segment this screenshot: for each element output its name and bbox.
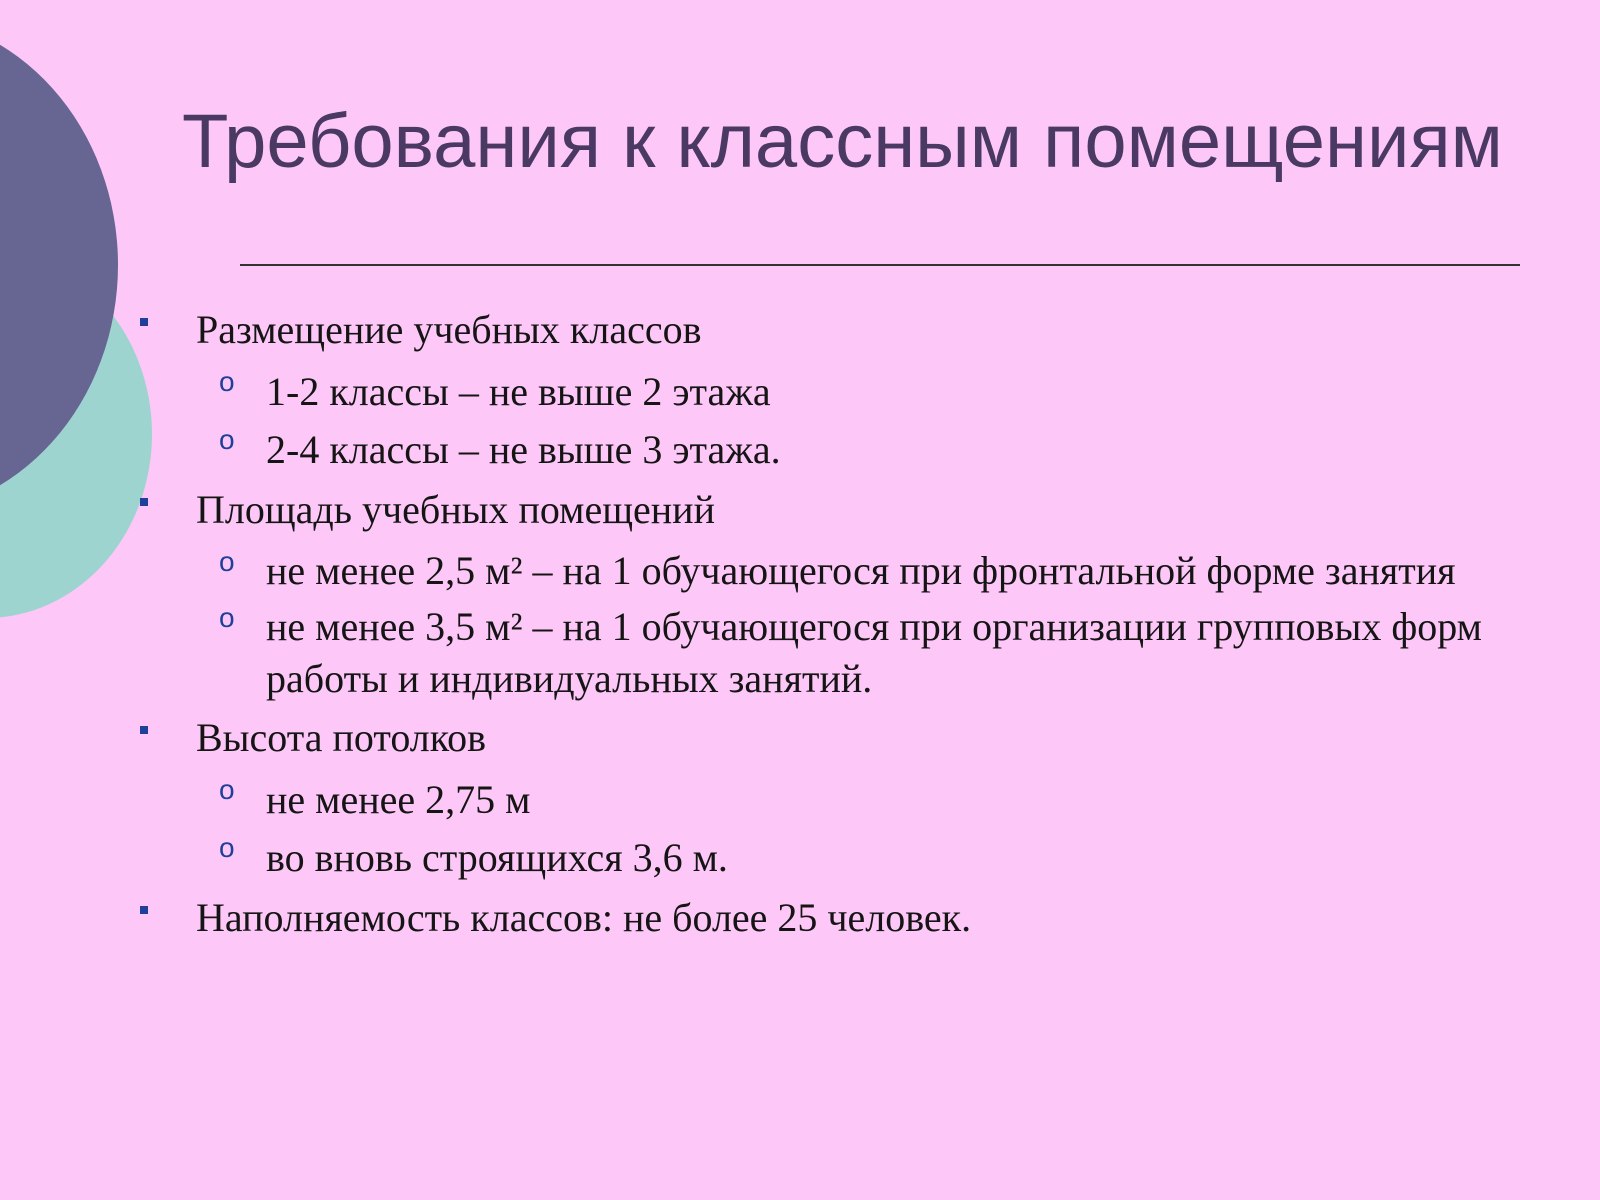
list-item-text: Размещение учебных классов bbox=[196, 307, 702, 352]
list-item-text: Наполняемость классов: не более 25 человек. bbox=[196, 895, 972, 940]
list-item-text: Площадь учебных помещений bbox=[196, 487, 715, 532]
list-item-text: Высота потолков bbox=[196, 715, 487, 760]
list-item-area bbox=[136, 483, 1526, 537]
sub-list-item-text: 2-4 классы – не выше 3 этажа. bbox=[266, 427, 781, 472]
title-underline bbox=[240, 264, 1520, 266]
circle-bullet-icon: o bbox=[219, 832, 235, 863]
circle-bullet-icon: o bbox=[219, 546, 235, 577]
sub-list-item bbox=[219, 773, 1526, 827]
circle-bullet-icon: o bbox=[219, 424, 235, 455]
list-item-ceiling-height bbox=[136, 711, 1526, 765]
sub-list-item bbox=[219, 545, 1526, 597]
sub-list-item bbox=[219, 601, 1526, 705]
square-bullet-icon bbox=[140, 498, 148, 506]
sub-list-item-text: не менее 2,75 м bbox=[266, 777, 531, 822]
circle-bullet-icon: o bbox=[219, 602, 235, 633]
bullet-list bbox=[136, 303, 1526, 945]
square-bullet-icon bbox=[140, 726, 148, 734]
square-bullet-icon bbox=[140, 906, 148, 914]
square-bullet-icon bbox=[140, 318, 148, 326]
sub-list-item bbox=[219, 365, 1526, 419]
sub-list-item bbox=[219, 423, 1526, 477]
slide-title: Требования к классным помещениям bbox=[182, 99, 1503, 184]
sub-list-item-text: во вновь строящихся 3,6 м. bbox=[266, 835, 728, 880]
list-item-placement bbox=[136, 303, 1526, 357]
sub-list-item-text: не менее 3,5 м² – на 1 обучающегося при организации групповых форм работы и индивидуальных занятий. bbox=[266, 604, 1482, 701]
circle-bullet-icon: o bbox=[219, 366, 235, 397]
sub-list-item-text: 1-2 классы – не выше 2 этажа bbox=[266, 369, 771, 414]
sub-list-item-text: не менее 2,5 м² – на 1 обучающегося при фронтальной форме занятия bbox=[266, 548, 1456, 593]
circle-bullet-icon: o bbox=[219, 774, 235, 805]
list-item-class-size bbox=[136, 891, 1526, 945]
sub-list-item bbox=[219, 831, 1526, 885]
